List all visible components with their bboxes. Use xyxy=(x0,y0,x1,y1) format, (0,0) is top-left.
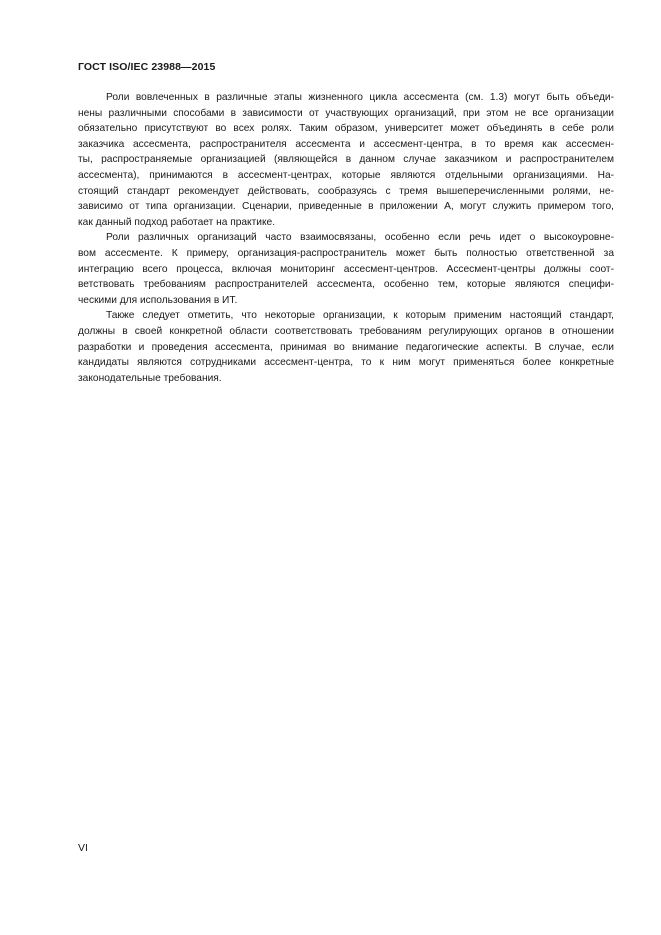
text-line: кандидаты являются сотрудниками ассесмент-центра, то к ним могут применяться более конкретные xyxy=(78,357,614,369)
text-line: ветствовать требованиям распространителей ассесмента, особенно тем, которые являются специфи- xyxy=(78,279,614,291)
text-line: законодательные требования. xyxy=(78,372,222,384)
paragraph-roles-interrelation xyxy=(78,230,614,308)
text-line: интеграцию всего процесса, включая мониторинг ассесмент-центров. Ассесмент-центры должны соот- xyxy=(78,263,614,275)
text-line: Также следует отметить, что некоторые организации, к которым применим настоящий стандарт, xyxy=(106,310,614,322)
text-line: ческими для использования в ИТ. xyxy=(78,294,238,306)
text-line: как данный подход работает на практике. xyxy=(78,216,276,228)
text-line: стоящий стандарт рекомендует действовать, сообразуясь с тремя вышеперечисленными ролями, не- xyxy=(78,185,614,197)
text-line: обязательно присутствуют во всех ролях. Таким образом, университет может объединять в себе роли xyxy=(78,123,614,135)
paragraph-regulatory-requirements xyxy=(78,308,614,386)
text-line: ты, распространяемые организацией (являющейся в данном случае заказчиком и распространителем xyxy=(78,154,614,166)
text-line: нены различными способами в зависимости от участвующих организаций, при этом не все организации xyxy=(78,107,614,119)
text-line: зависимо от типа организации. Сценарии, приведенные в приложении А, могут служить примером того, xyxy=(78,201,614,213)
text-line: должны в своей конкретной области соответствовать требованиям регулирующих органов в отношении xyxy=(78,325,614,337)
page-header-standard: ГОСТ ISO/IEC 23988—2015 xyxy=(78,61,216,73)
text-line: Роли различных организаций часто взаимосвязаны, особенно если речь идет о высокоуровне- xyxy=(106,232,614,244)
text-line: ассесмента), принимаются в ассесмент-центрах, которые являются отдельными организациями. На- xyxy=(78,169,614,181)
page-number: VI xyxy=(78,842,88,854)
paragraph-roles-combination xyxy=(78,90,614,230)
text-line: заказчика ассесмента, распространителя ассесмента и ассесмент-центра, в то время как ассесмен- xyxy=(78,138,614,150)
body-text xyxy=(78,90,614,386)
text-line: вом ассесменте. К примеру, организация-распространитель может быть полностью ответственной за xyxy=(78,247,614,259)
text-line: Роли вовлеченных в различные этапы жизненного цикла ассесмента (см. 1.3) могут быть объеди- xyxy=(106,92,614,103)
text-line: разработки и проведения ассесмента, принимая во внимание педагогические аспекты. В случае, если xyxy=(78,341,614,353)
